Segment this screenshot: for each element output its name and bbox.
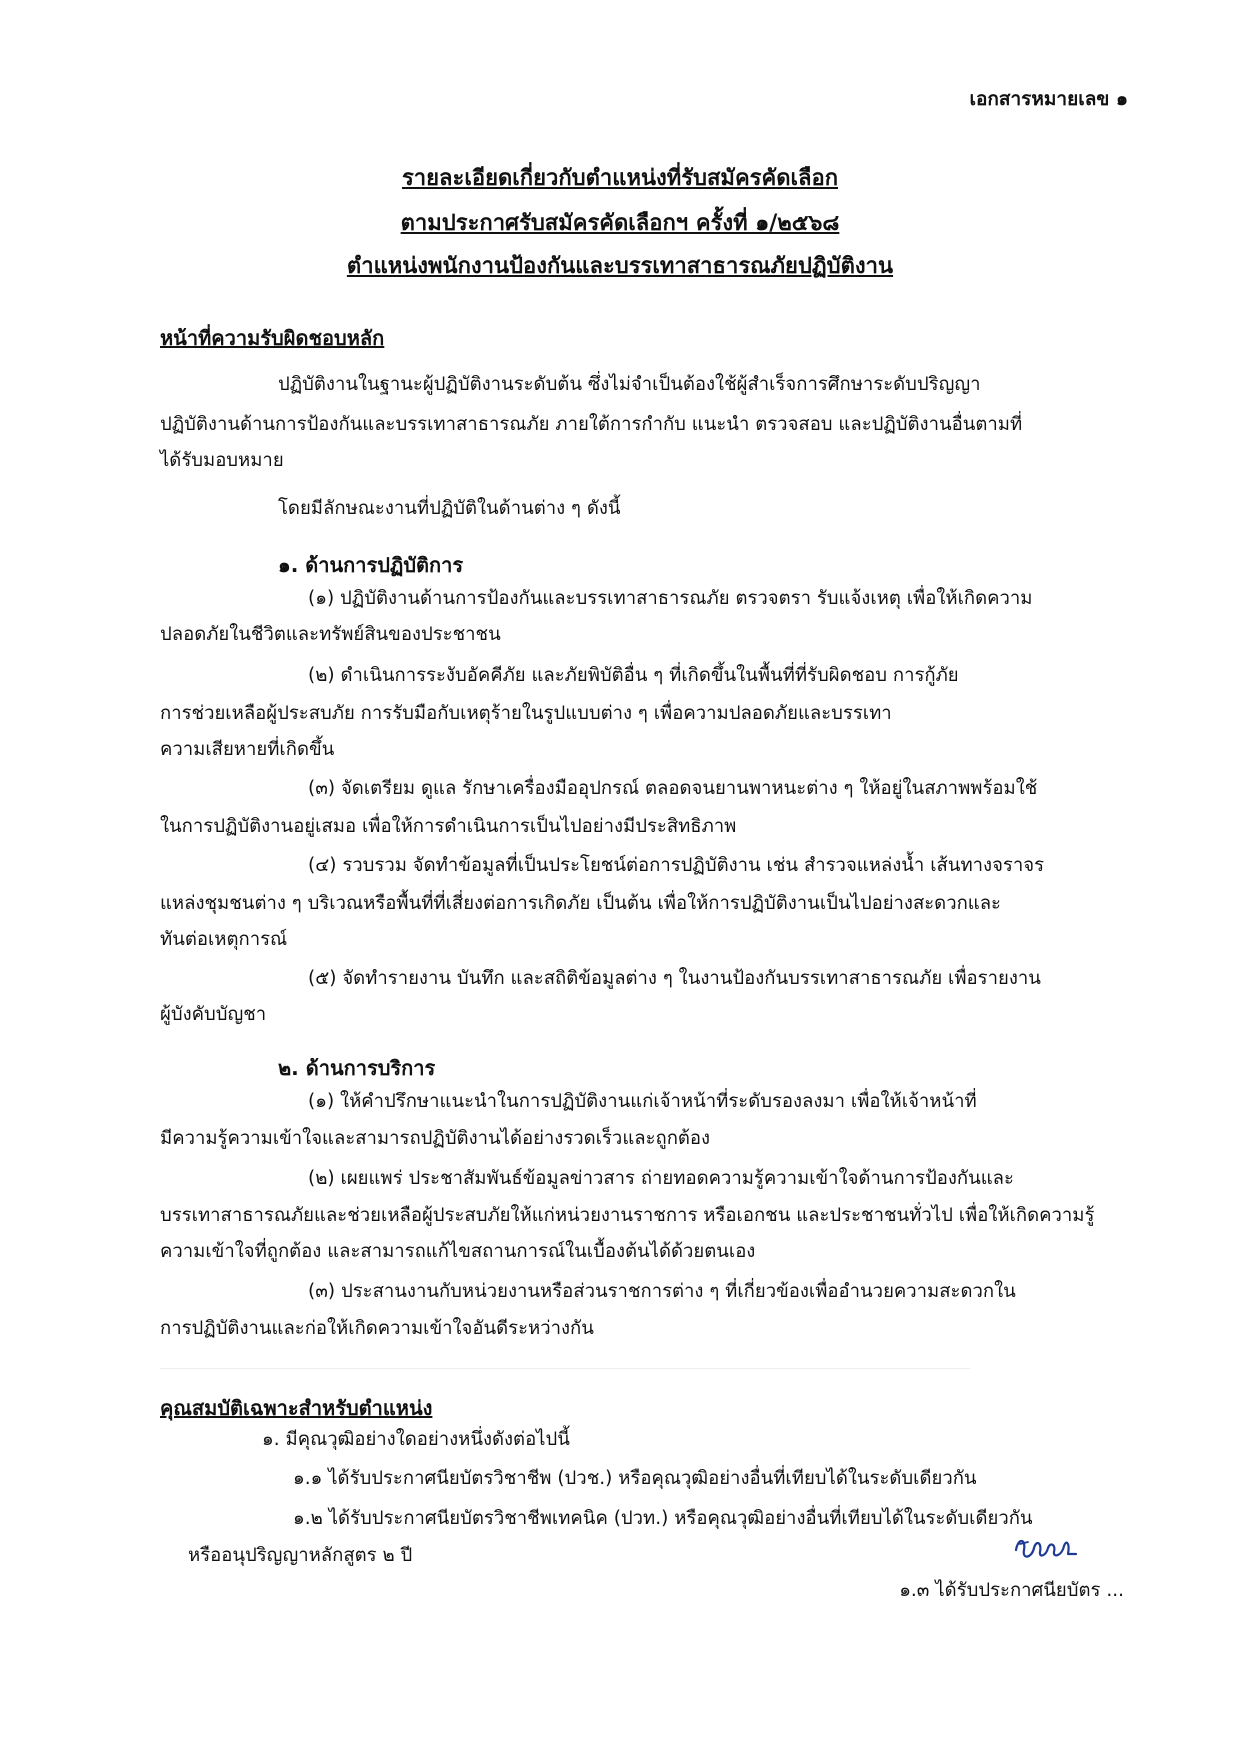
list-item: (๒) เผยแพร่ ประชาสัมพันธ์ข้อมูลข่าวสาร ถ่ายทอดความรู้ความเข้าใจด้านการป้องกันและ [308, 1168, 1014, 1189]
continuation-text: ๑.๓ ได้รับประกาศนียบัตร ... [899, 1580, 1124, 1601]
list-item: ผู้บังคับบัญชา [160, 1004, 267, 1025]
title-line-3: ตำแหน่งพนักงานป้องกันและบรรเทาสาธารณภัยปฏิบัติงาน [346, 254, 894, 279]
duties-heading: หน้าที่ความรับผิดชอบหลัก [160, 326, 385, 350]
list-item: ปลอดภัยในชีวิตและทรัพย์สินของประชาชน [160, 624, 501, 645]
list-item: ในการปฏิบัติงานอยู่เสมอ เพื่อให้การดำเนินการเป็นไปอย่างมีประสิทธิภาพ [160, 816, 737, 837]
list-item: ความเข้าใจที่ถูกต้อง และสามารถแก้ไขสถานการณ์ในเบื้องต้นได้ด้วยตนเอง [160, 1241, 756, 1262]
list-item: ทันต่อเหตุการณ์ [160, 929, 288, 950]
list-item: ความเสียหายที่เกิดขึ้น [160, 739, 335, 760]
document-number: เอกสารหมายเลข ๑ [969, 88, 1128, 110]
faint-divider [160, 1368, 970, 1369]
list-item: มีความรู้ความเข้าใจและสามารถปฏิบัติงานได้อย่างรวดเร็วและถูกต้อง [160, 1128, 711, 1149]
signature-initials-icon [1010, 1532, 1080, 1566]
list-item: (๓) ประสานงานกับหน่วยงานหรือส่วนราชการต่าง ๆ ที่เกี่ยวข้องเพื่ออำนวยความสะดวกใน [308, 1281, 1016, 1302]
title-line-2: ตามประกาศรับสมัครคัดเลือกฯ ครั้งที่ ๑/๒๕๖๘ [400, 211, 840, 236]
list-item: ๑.๑ ได้รับประกาศนียบัตรวิชาชีพ (ปวช.) หรือคุณวุฒิอย่างอื่นที่เทียบได้ในระดับเดียวกัน [293, 1468, 977, 1489]
qualifications-heading: คุณสมบัติเฉพาะสำหรับตำแหน่ง [160, 1396, 433, 1420]
title-line-1: รายละเอียดเกี่ยวกับตำแหน่งที่รับสมัครคัดเลือก [401, 166, 839, 191]
list-item: ๑.๒ ได้รับประกาศนียบัตรวิชาชีพเทคนิค (ปวท.) หรือคุณวุฒิอย่างอื่นที่เทียบได้ในระดับเดียวกัน [293, 1508, 1033, 1529]
list-item: หรืออนุปริญญาหลักสูตร ๒ ปี [188, 1545, 413, 1566]
list-item: (๒) ดำเนินการระงับอัคคีภัย และภัยพิบัติอื่น ๆ ที่เกิดขึ้นในพื้นที่ที่รับผิดชอบ การกู้ภัย [308, 665, 959, 686]
list-item: บรรเทาสาธารณภัยและช่วยเหลือผู้ประสบภัยให้แก่หน่วยงานราชการ หรือเอกชน และประชาชนทั่วไป เพื่อให้เกิดความรู้ [160, 1205, 1095, 1226]
list-item: แหล่งชุมชนต่าง ๆ บริเวณหรือพื้นที่ที่เสี่ยงต่อการเกิดภัย เป็นต้น เพื่อให้การปฏิบัติงานเป็นไปอย่างสะดวกและ [160, 893, 1001, 914]
paragraph-line: ปฏิบัติงานด้านการป้องกันและบรรเทาสาธารณภัย ภายใต้การกำกับ แนะนำ ตรวจสอบ และปฏิบัติงานอื่นตามที่ [160, 414, 1023, 435]
list-item: (๕) จัดทำรายงาน บันทึก และสถิติข้อมูลต่าง ๆ ในงานป้องกันบรรเทาสาธารณภัย เพื่อรายงาน [308, 968, 1041, 989]
paragraph-line: ได้รับมอบหมาย [160, 450, 284, 471]
list-item: (๔) รวบรวม จัดทำข้อมูลที่เป็นประโยชน์ต่อการปฏิบัติงาน เช่น สำรวจแหล่งน้ำ เส้นทางจราจร [308, 855, 1045, 876]
section-heading-operations: ๑. ด้านการปฏิบัติการ [278, 553, 464, 577]
list-item: (๑) ให้คำปรึกษาแนะนำในการปฏิบัติงานแก่เจ้าหน้าที่ระดับรองลงมา เพื่อให้เจ้าหน้าที่ [308, 1091, 977, 1112]
list-item: การช่วยเหลือผู้ประสบภัย การรับมือกับเหตุร้ายในรูปแบบต่าง ๆ เพื่อความปลอดภัยและบรรเทา [160, 703, 892, 724]
section-heading-services: ๒. ด้านการบริการ [278, 1056, 436, 1080]
list-item: (๑) ปฏิบัติงานด้านการป้องกันและบรรเทาสาธารณภัย ตรวจตรา รับแจ้งเหตุ เพื่อให้เกิดความ [308, 588, 1033, 609]
paragraph-line: ปฏิบัติงานในฐานะผู้ปฏิบัติงานระดับต้น ซึ่งไม่จำเป็นต้องใช้ผู้สำเร็จการศึกษาระดับปริญญา [278, 374, 981, 395]
list-item: (๓) จัดเตรียม ดูแล รักษาเครื่องมืออุปกรณ์ ตลอดจนยานพาหนะต่าง ๆ ให้อยู่ในสภาพพร้อมใช้ [308, 778, 1038, 799]
list-item: การปฏิบัติงานและก่อให้เกิดความเข้าใจอันดีระหว่างกัน [160, 1318, 594, 1339]
lead-in-text: โดยมีลักษณะงานที่ปฏิบัติในด้านต่าง ๆ ดังนี้ [278, 498, 621, 519]
list-item: ๑. มีคุณวุฒิอย่างใดอย่างหนึ่งดังต่อไปนี้ [262, 1429, 570, 1450]
